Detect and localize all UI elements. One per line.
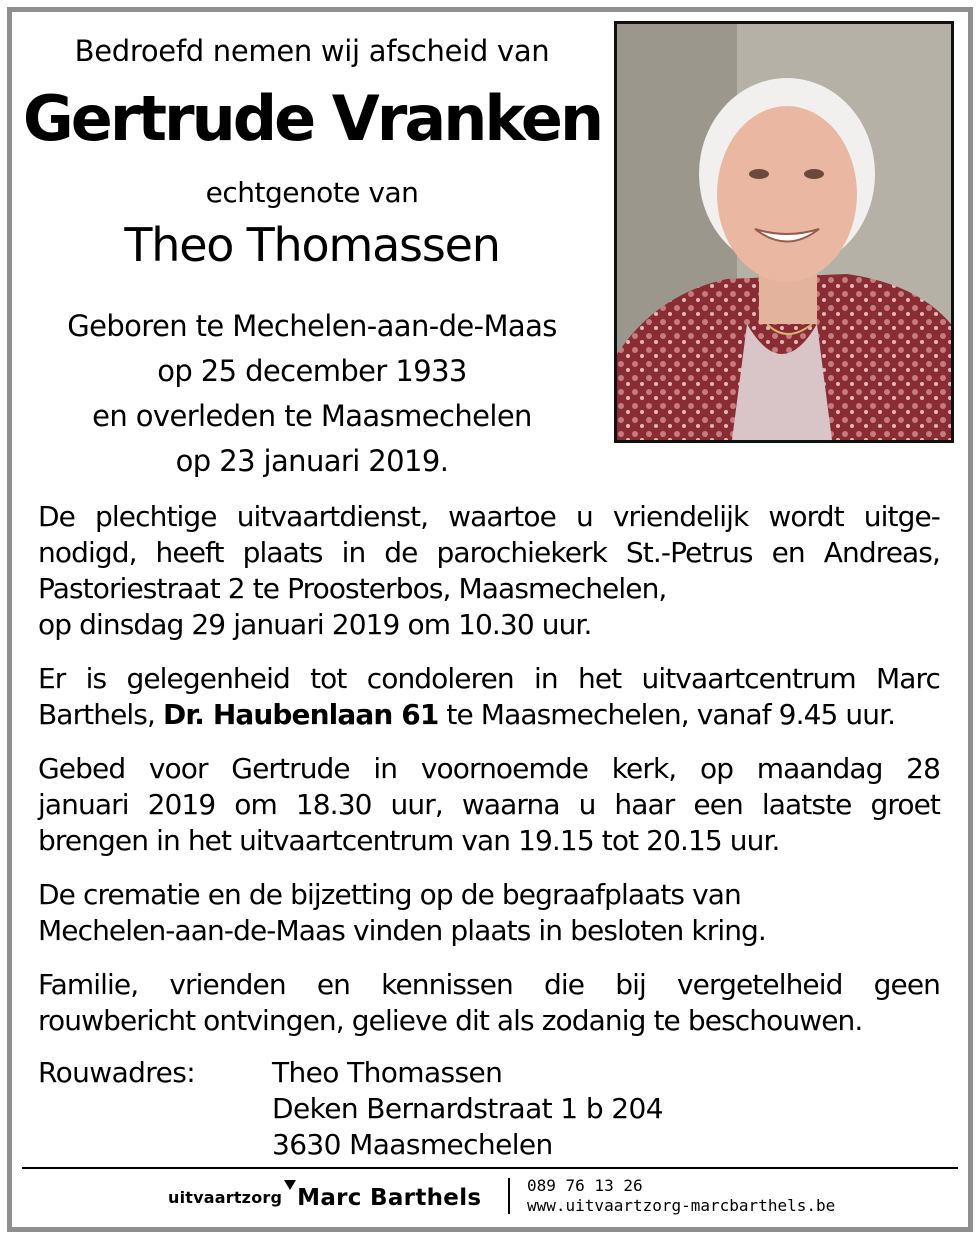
- text-line: Er is gelegenheid tot condoleren in het uitvaartcentrum Marc: [38, 662, 940, 695]
- text-line: Mechelen-aan-de-Maas vinden plaats in besloten kring.: [38, 914, 766, 947]
- address-highlight: Dr. Haubenlaan 61: [163, 698, 439, 731]
- address-label: Rouwadres:: [38, 1056, 196, 1089]
- bio-line: Geboren te Mechelen-aan-de-Maas: [67, 309, 557, 343]
- portrait-photo: [614, 21, 954, 443]
- text-line: Pastoriestraat 2 te Proosterbos, Maasmechelen,: [38, 572, 667, 605]
- bio-line: en overleden te Maasmechelen: [92, 399, 532, 433]
- text-line: Familie, vrienden en kennissen die bij vergetelheid geen: [38, 968, 940, 1001]
- text-line: brengen in het uitvaartcentrum van 19.15 tot 20.15 uur.: [38, 824, 780, 857]
- text-line: Gebed voor Gertrude in voornoemde kerk, op maandag 28: [38, 752, 940, 785]
- contact-block: [527, 1176, 835, 1216]
- text-segment: Barthels,: [38, 698, 163, 731]
- funeral-home-logo: [168, 1185, 481, 1211]
- text-line: januari 2019 om 18.30 uur, waarna u haar een laatste groet: [38, 788, 940, 821]
- intro-text: Bedroefd nemen wij afscheid van: [74, 34, 550, 68]
- text-line: De plechtige uitvaartdienst, waartoe u vriendelijk wordt uitge-: [38, 500, 940, 533]
- address-line: Deken Bernardstraat 1 b 204: [272, 1092, 663, 1125]
- triangle-icon: [284, 1180, 296, 1190]
- text-line: op dinsdag 29 januari 2019 om 10.30 uur.: [38, 608, 592, 641]
- service-paragraph: [38, 499, 940, 643]
- portrait-illustration: [617, 24, 951, 440]
- deceased-name: Gertrude Vranken: [22, 82, 602, 155]
- footer-divider: [508, 1178, 510, 1214]
- bio-line: op 23 januari 2019.: [175, 444, 449, 478]
- phone-number: 089 76 13 26: [527, 1176, 643, 1195]
- prayer-paragraph: [38, 751, 940, 859]
- bio-block: [22, 304, 602, 484]
- footer-rule: [22, 1167, 958, 1169]
- notice-paragraph: [38, 967, 940, 1039]
- bio-line: op 25 december 1933: [157, 354, 467, 388]
- spouse-label: echtgenote van: [205, 176, 419, 209]
- address-line: 3630 Maasmechelen: [272, 1128, 553, 1161]
- address-line: Theo Thomassen: [272, 1056, 503, 1089]
- address-lines: [272, 1055, 663, 1163]
- condolence-paragraph: [38, 661, 940, 733]
- brand-small: uitvaartzorg: [168, 1188, 283, 1207]
- brand-name: Marc Barthels: [297, 1185, 482, 1211]
- text-line: De crematie en de bijzetting op de begraafplaats van: [38, 878, 741, 911]
- text-line: [38, 697, 940, 733]
- text-segment: te Maasmechelen, vanaf 9.45 uur.: [438, 698, 896, 731]
- text-line: rouwbericht ontvingen, gelieve dit als zodanig te beschouwen.: [38, 1004, 863, 1037]
- website-link[interactable]: www.uitvaartzorg-marcbarthels.be: [527, 1196, 836, 1215]
- cremation-paragraph: [38, 877, 940, 949]
- spouse-name: Theo Thomassen: [124, 218, 500, 272]
- text-line: nodigd, heeft plaats in de parochiekerk St.-Petrus en Andreas,: [38, 536, 940, 569]
